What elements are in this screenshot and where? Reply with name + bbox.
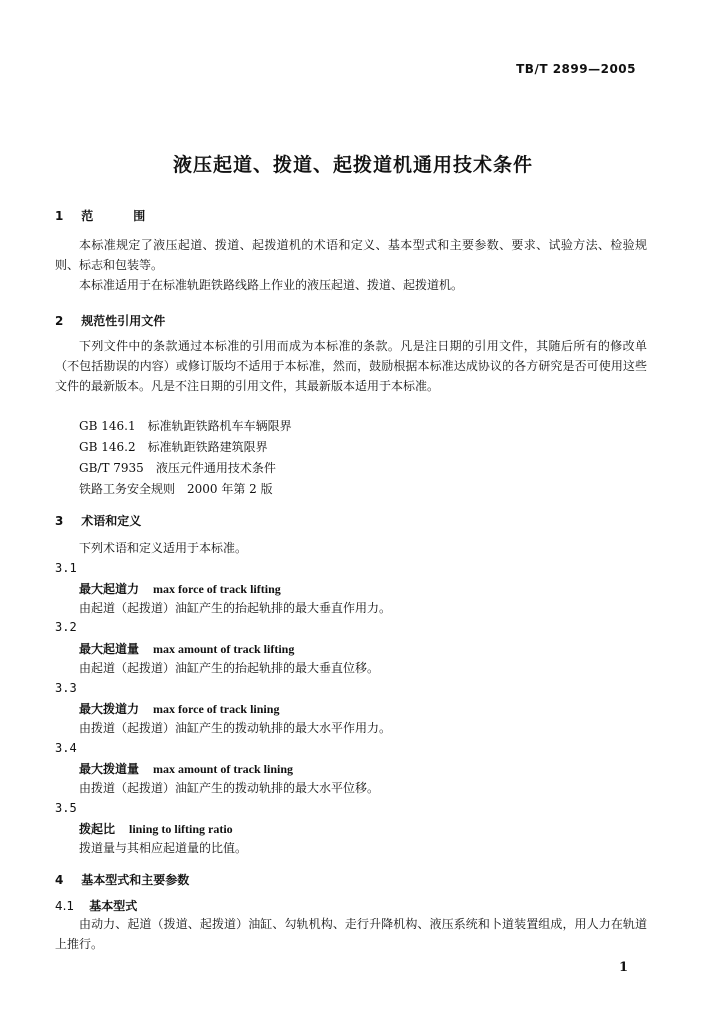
reference-name: 2000 年第 2 版 bbox=[187, 482, 273, 496]
term-number: 3.5 bbox=[55, 801, 77, 815]
section-number: 2 bbox=[55, 314, 64, 328]
term-definition: 由起道（起拨道）油缸产生的抬起轨排的最大垂直作用力。 bbox=[79, 601, 392, 615]
reference-item bbox=[79, 438, 280, 455]
page-number: 1 bbox=[618, 960, 628, 975]
term-definition: 由起道（起拨道）油缸产生的抬起轨排的最大垂直位移。 bbox=[79, 661, 380, 675]
term-name bbox=[79, 760, 293, 777]
reference-code: 铁路工务安全规则 bbox=[79, 482, 176, 496]
section-number: 4 bbox=[55, 873, 64, 887]
term-name bbox=[79, 580, 281, 597]
section-heading-scope bbox=[55, 207, 647, 224]
paragraph: 下列文件中的条款通过本标准的引用而成为本标准的条款。凡是注日期的引用文件，其随后所有的修改单（不包括勘误的内容）或修订版均不适用于本标准，然而，鼓励根据本标准达成协议的各方研究是否可使用这些文件的最新版本。凡是不注日期的引用文件，其最新版本适用于本标准。 bbox=[55, 339, 647, 393]
section-title: 范 围 bbox=[81, 209, 160, 223]
term-name-zh: 最大拨道力 bbox=[79, 702, 140, 716]
reference-item bbox=[79, 417, 304, 434]
term-number: 3.2 bbox=[55, 620, 77, 634]
term-name bbox=[79, 640, 294, 657]
term-name-zh: 最大起道量 bbox=[79, 642, 140, 656]
term-name-en: lining to lifting ratio bbox=[129, 822, 233, 836]
section-number: 1 bbox=[55, 209, 64, 223]
reference-item bbox=[79, 480, 285, 497]
term-name-en: max force of track lining bbox=[153, 702, 280, 716]
section-number: 3 bbox=[55, 514, 64, 528]
term-name bbox=[79, 820, 233, 837]
term-definition: 拨道量与其相应起道量的比值。 bbox=[79, 841, 248, 855]
term-name-en: max force of track lifting bbox=[153, 582, 281, 596]
terms-intro: 下列术语和定义适用于本标准。 bbox=[79, 541, 248, 555]
subsection-title: 基本型式 bbox=[89, 899, 138, 913]
section-title: 规范性引用文件 bbox=[81, 314, 166, 328]
reference-item bbox=[79, 459, 288, 476]
basic-body bbox=[55, 914, 647, 954]
document-title: 液压起道、拨道、起拨道机通用技术条件 bbox=[172, 154, 533, 176]
section-heading-normative bbox=[55, 312, 647, 329]
term-definition: 由拨道（起拨道）油缸产生的拨动轨排的最大水平作用力。 bbox=[79, 721, 392, 735]
term-number: 3.3 bbox=[55, 681, 77, 695]
subsection-number: 4.1 bbox=[55, 899, 75, 913]
reference-code: GB 146.2 bbox=[79, 440, 136, 454]
term-definition: 由拨道（起拨道）油缸产生的拨动轨排的最大水平位移。 bbox=[79, 781, 380, 795]
term-name-zh: 最大拨道量 bbox=[79, 762, 140, 776]
term-number: 3.4 bbox=[55, 741, 77, 755]
term-name-en: max amount of track lifting bbox=[153, 642, 295, 656]
term-name-en: max amount of track lining bbox=[153, 762, 294, 776]
reference-name: 标准轨距铁路建筑限界 bbox=[147, 440, 268, 454]
normative-body bbox=[55, 336, 647, 396]
term-number: 3.1 bbox=[55, 561, 77, 575]
term-name bbox=[79, 700, 279, 717]
standard-code: TB/T 2899—2005 bbox=[516, 62, 636, 76]
term-name-zh: 拨起比 bbox=[79, 822, 116, 836]
section-title: 术语和定义 bbox=[81, 514, 142, 528]
section-title: 基本型式和主要参数 bbox=[81, 873, 190, 887]
subsection-heading bbox=[55, 897, 647, 914]
scope-body bbox=[55, 235, 647, 295]
term-name-zh: 最大起道力 bbox=[79, 582, 140, 596]
reference-name: 标准轨距铁路机车车辆限界 bbox=[147, 419, 292, 433]
paragraph: 由动力、起道（拨道、起拨道）油缸、勾轨机构、走行升降机构、液压系统和卜道装置组成，用人力在轨道上推行。 bbox=[55, 917, 647, 951]
section-heading-basic bbox=[55, 871, 647, 888]
paragraph: 本标准适用于在标准轨距铁路线路上作业的液压起道、拨道、起拨道机。 bbox=[79, 278, 464, 292]
reference-name: 液压元件通用技术条件 bbox=[155, 461, 276, 475]
reference-code: GB/T 7935 bbox=[79, 461, 144, 475]
reference-code: GB 146.1 bbox=[79, 419, 136, 433]
section-heading-terms bbox=[55, 512, 647, 529]
paragraph: 本标准规定了液压起道、拨道、起拨道机的术语和定义、基本型式和主要参数、要求、试验方法、检验规则、标志和包装等。 bbox=[55, 238, 647, 272]
